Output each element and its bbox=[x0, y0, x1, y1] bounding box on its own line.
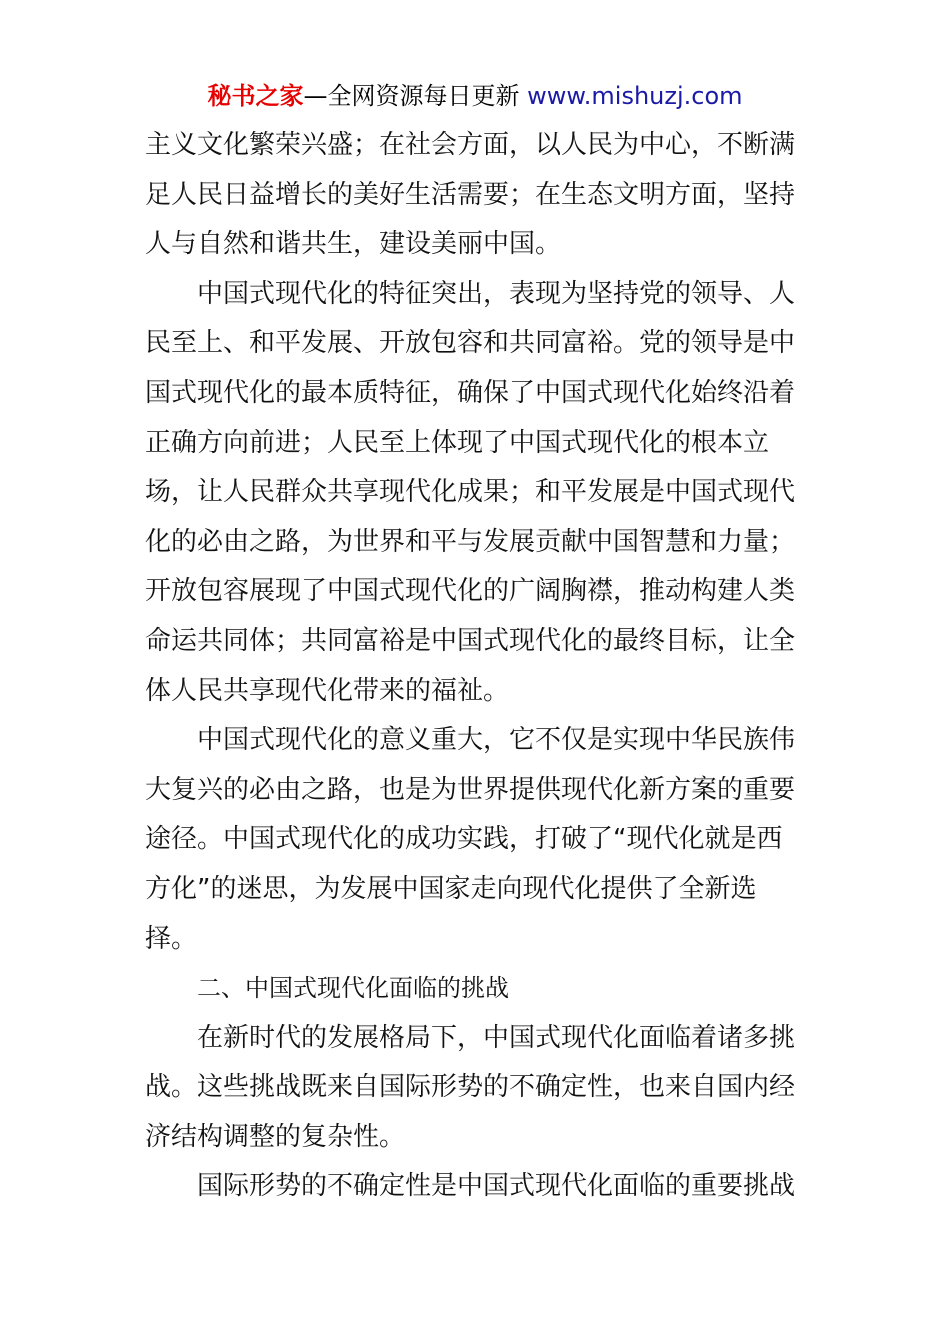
text-line: 足人民日益增长的美好生活需要；在生态文明方面，坚持 bbox=[145, 179, 796, 210]
text-line: 化的必由之路，为世界和平与发展贡献中国智慧和力量； bbox=[145, 526, 796, 557]
text-line: 开放包容展现了中国式现代化的广阔胸襟，推动构建人类 bbox=[145, 576, 796, 607]
text-line: 战。这些挑战既来自国际形势的不确定性，也来自国内经 bbox=[145, 1072, 796, 1103]
text-line: 主义文化繁荣兴盛；在社会方面，以人民为中心，不断满 bbox=[145, 130, 796, 160]
text-line: 济结构调整的复杂性。 bbox=[145, 1121, 406, 1152]
text-line: 人与自然和谐共生，建设美丽中国。 bbox=[145, 229, 562, 260]
section-heading: 二、中国式现代化面临的挑战 bbox=[197, 974, 509, 1003]
text-line: 国式现代化的最本质特征，确保了中国式现代化始终沿着 bbox=[145, 377, 796, 408]
text-line: 体人民共享现代化带来的福祉。 bbox=[145, 675, 510, 706]
text-line: 大复兴的必由之路，也是为世界提供现代化新方案的重要 bbox=[145, 774, 796, 805]
text-line: 正确方向前进；人民至上体现了中国式现代化的根本立 bbox=[145, 427, 770, 458]
text-line: 民至上、和平发展、开放包容和共同富裕。党的领导是中 bbox=[145, 328, 796, 359]
text-line: 方化”的迷思，为发展中国家走向现代化提供了全新选 bbox=[145, 873, 757, 904]
text-line: 命运共同体；共同富裕是中国式现代化的最终目标，让全 bbox=[145, 625, 796, 656]
page-header bbox=[0, 78, 950, 114]
brand-name: 秘书之家 bbox=[207, 82, 304, 110]
text-line: 中国式现代化的意义重大，它不仅是实现中华民族伟 bbox=[197, 725, 796, 756]
site-url-link[interactable]: www.mishuzj.com bbox=[527, 82, 743, 110]
text-line: 中国式现代化的特征突出，表现为坚持党的领导、人 bbox=[197, 278, 796, 309]
text-line: 途径。中国式现代化的成功实践，打破了“现代化就是西 bbox=[145, 824, 783, 855]
text-line: 在新时代的发展格局下，中国式现代化面临着诸多挑 bbox=[197, 1022, 796, 1053]
text-line: 场，让人民群众共享现代化成果；和平发展是中国式现代 bbox=[145, 477, 796, 508]
text-line: 择。 bbox=[145, 923, 198, 954]
header-tagline: —全网资源每日更新 bbox=[303, 82, 528, 110]
document-body bbox=[145, 121, 809, 1212]
text-line: 国际形势的不确定性是中国式现代化面临的重要挑战 bbox=[197, 1171, 796, 1202]
